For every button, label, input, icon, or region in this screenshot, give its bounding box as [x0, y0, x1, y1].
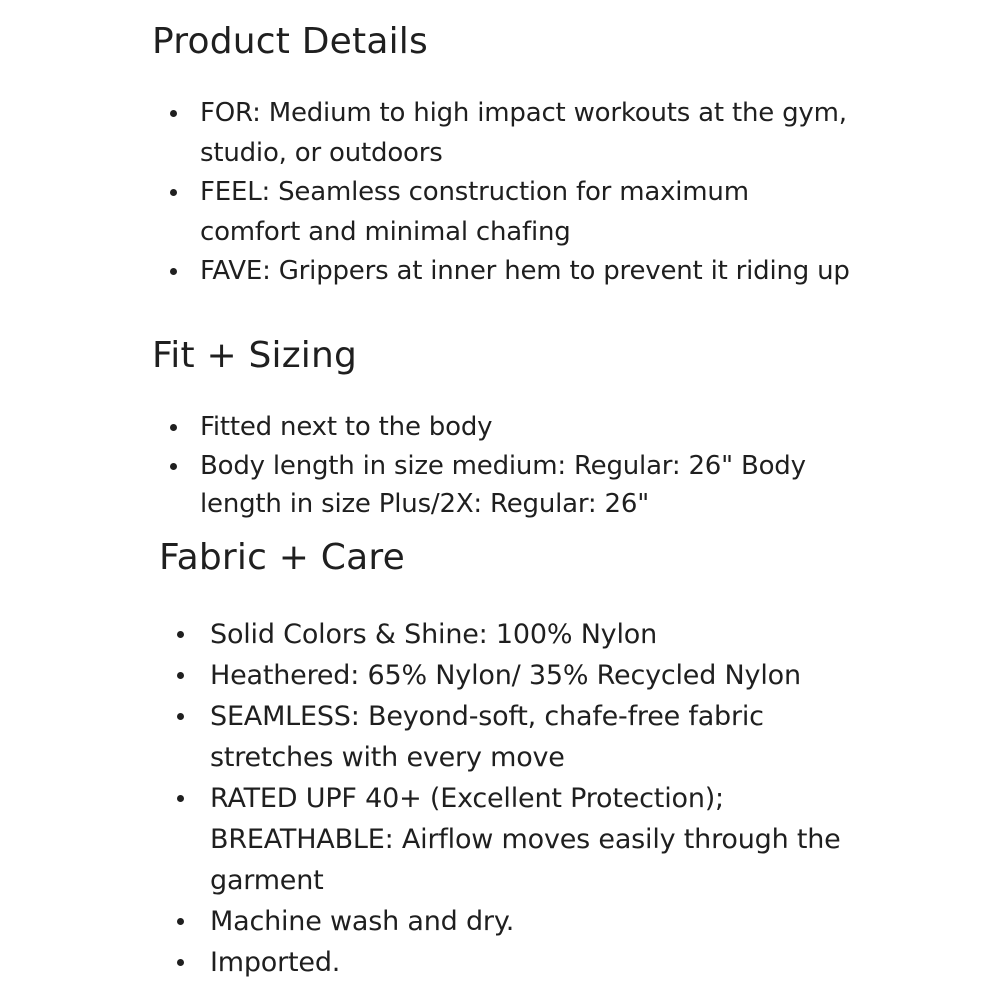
list-item: RATED UPF 40+ (Excellent Protection); BREATHABLE: Airflow moves easily through the garment — [159, 778, 859, 901]
section-heading: Fabric + Care — [159, 537, 405, 578]
fit-sizing-section — [152, 336, 852, 524]
bullet-list — [152, 408, 852, 524]
bullet-list — [152, 94, 852, 292]
list-item: Imported. — [159, 942, 859, 983]
list-item: Body length in size medium: Regular: 26" Body length in size Plus/2X: Regular: 26" — [152, 447, 852, 524]
section-heading: Fit + Sizing — [152, 335, 358, 376]
list-item: Fitted next to the body — [152, 408, 852, 447]
list-item: FOR: Medium to high impact workouts at the gym, studio, or outdoors — [152, 94, 852, 173]
bullet-list — [159, 614, 859, 983]
list-item: Machine wash and dry. — [159, 901, 859, 942]
list-item: FAVE: Grippers at inner hem to prevent it riding up — [152, 252, 852, 292]
section-heading: Product Details — [152, 21, 428, 62]
list-item: FEEL: Seamless construction for maximum comfort and minimal chafing — [152, 173, 852, 252]
product-details-section — [152, 22, 852, 292]
list-item: SEAMLESS: Beyond-soft, chafe-free fabric stretches with every move — [159, 696, 859, 778]
list-item: Solid Colors & Shine: 100% Nylon — [159, 614, 859, 655]
fabric-care-section — [159, 538, 859, 983]
list-item: Heathered: 65% Nylon/ 35% Recycled Nylon — [159, 655, 859, 696]
